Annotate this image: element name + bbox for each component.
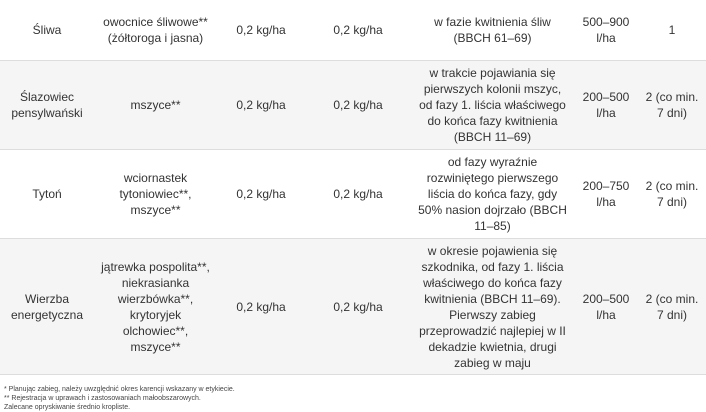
footnote: ** Rejestracja w uprawach i zastosowaniach małoobszarowych.: [4, 395, 201, 402]
dose-max-cell: 0,2 kg/ha: [305, 61, 411, 150]
crop-cell: Tytoń: [0, 150, 94, 239]
water-cell: 200–750 l/ha: [574, 150, 638, 239]
treatments-cell: 1: [638, 0, 706, 61]
footnote: * Planując zabieg, należy uwzględnić okres karencji wskazany w etykiecie.: [4, 386, 235, 393]
crop-cell: Ślazowiec pensylwański: [0, 61, 94, 150]
pest-cell: wciornastek tytoniowiec**, mszyce**: [94, 150, 217, 239]
treatments-cell: 2 (co min. 7 dni): [638, 239, 706, 375]
pest-cell: jątrewka pospolita**, niekrasianka wierzbówka**, krytoryjek olchowiec**, mszyce**: [94, 239, 217, 375]
timing-cell: w trakcie pojawiania się pierwszych kolonii mszyc, od fazy 1. liścia właściwego do końca fazy kwitnienia (BBCH 11–69): [411, 61, 574, 150]
treatments-cell: 2 (co min. 7 dni): [638, 61, 706, 150]
dose-min-cell: 0,2 kg/ha: [217, 239, 305, 375]
dose-max-cell: 0,2 kg/ha: [305, 150, 411, 239]
dose-max-cell: 0,2 kg/ha: [305, 0, 411, 61]
table-row: [0, 61, 706, 150]
table-row: [0, 150, 706, 239]
footnote: Zalecane opryskiwanie średnio kropliste.: [4, 404, 131, 411]
water-cell: 200–500 l/ha: [574, 239, 638, 375]
timing-cell: w okresie pojawienia się szkodnika, od fazy 1. liścia właściwego do końca fazy kwitnienia (BBCH 11–69). Pierwszy zabieg przeprowadzić najlepiej w II dekadzie kwietnia, drugi zabieg w maju: [411, 239, 574, 375]
water-cell: 200–500 l/ha: [574, 61, 638, 150]
table-row: [0, 239, 706, 375]
dose-min-cell: 0,2 kg/ha: [217, 150, 305, 239]
timing-cell: w fazie kwitnienia śliw (BBCH 61–69): [411, 0, 574, 61]
pest-cell: mszyce**: [94, 61, 217, 150]
dose-min-cell: 0,2 kg/ha: [217, 0, 305, 61]
water-cell: 500–900 l/ha: [574, 0, 638, 61]
dose-min-cell: 0,2 kg/ha: [217, 61, 305, 150]
pest-cell: owocnice śliwowe** (żółtoroga i jasna): [94, 0, 217, 61]
timing-cell: od fazy wyraźnie rozwiniętego pierwszego liścia do końca fazy, gdy 50% nasion dojrzało (BBCH 11–85): [411, 150, 574, 239]
crop-cell: Śliwa: [0, 0, 94, 61]
table-row: [0, 0, 706, 61]
crop-cell: Wierzba energetyczna: [0, 239, 94, 375]
dose-max-cell: 0,2 kg/ha: [305, 239, 411, 375]
treatments-cell: 2 (co min. 7 dni): [638, 150, 706, 239]
